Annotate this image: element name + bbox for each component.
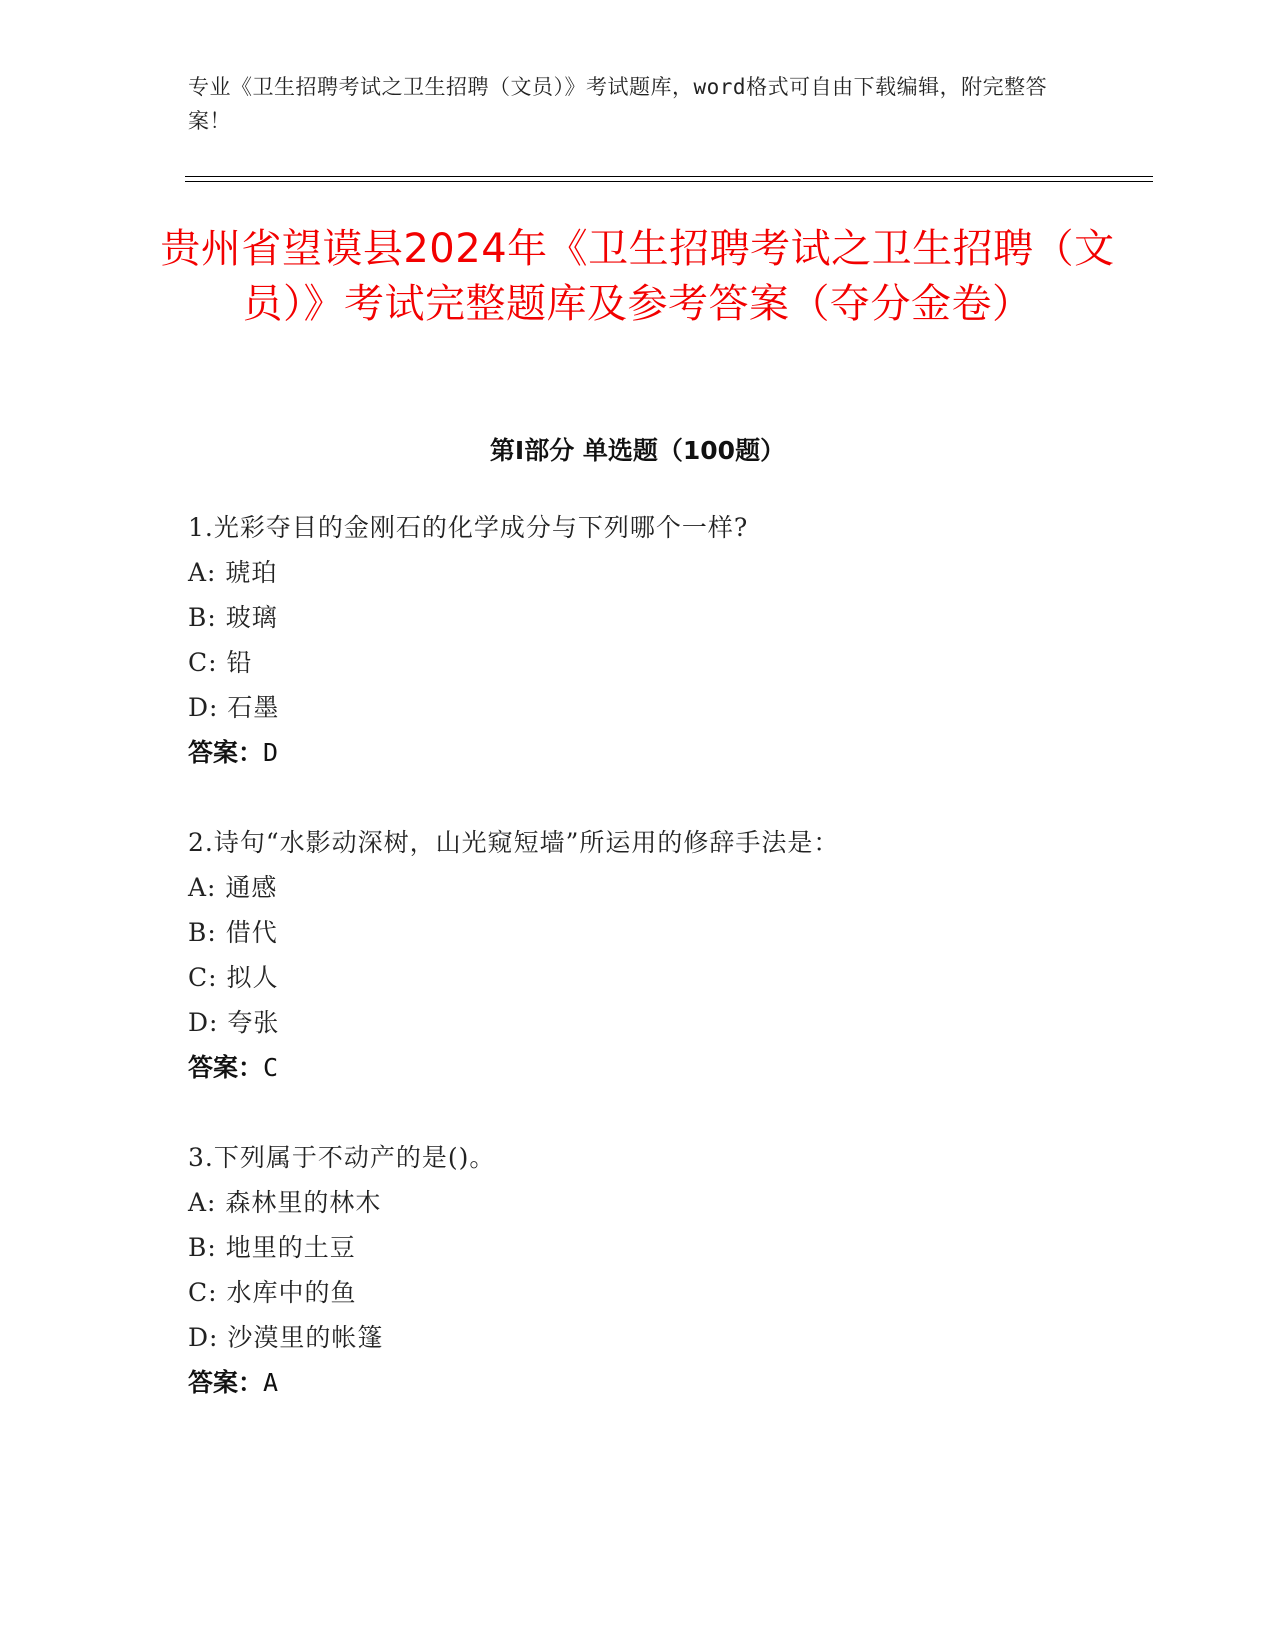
option-d: D: 夸张	[188, 1008, 280, 1037]
option-c: C: 铅	[188, 648, 253, 677]
answer-line	[188, 1045, 1088, 1090]
header-note: 专业《卫生招聘考试之卫生招聘（文员）》考试题库，word格式可自由下载编辑，附完整答案！	[188, 75, 1048, 133]
answer-value: C	[263, 1053, 279, 1082]
option-b: B: 地里的土豆	[188, 1233, 356, 1262]
question-block	[188, 1135, 1088, 1405]
section-title: 第Ⅰ部分 单选题（100题）	[489, 436, 786, 465]
option-a: A: 森林里的林木	[188, 1188, 382, 1217]
answer-label: 答案：	[188, 738, 264, 767]
option-b: B: 借代	[188, 918, 278, 947]
option-d: D: 沙漠里的帐篷	[188, 1323, 384, 1352]
question-stem: 3.下列属于不动产的是()。	[188, 1143, 496, 1172]
answer-line	[188, 730, 1088, 775]
option-b: B: 玻璃	[188, 603, 278, 632]
answer-line	[188, 1360, 1088, 1405]
option-c: C: 水库中的鱼	[188, 1278, 357, 1307]
header-divider-bottom	[185, 181, 1153, 182]
question-block	[188, 820, 1088, 1090]
answer-label: 答案：	[188, 1053, 264, 1082]
answer-value: A	[263, 1368, 279, 1397]
option-a: A: 通感	[188, 873, 278, 902]
answer-label: 答案：	[188, 1368, 264, 1397]
question-block	[188, 505, 1088, 775]
option-c: C: 拟人	[188, 963, 279, 992]
document-title: 贵州省望谟县2024年《卫生招聘考试之卫生招聘（文员）》考试完整题库及参考答案（夺分金卷）	[160, 226, 1115, 327]
option-a: A: 琥珀	[188, 558, 278, 587]
header-divider-top	[185, 176, 1153, 177]
question-stem: 1.光彩夺目的金刚石的化学成分与下列哪个一样?	[188, 513, 749, 542]
answer-value: D	[263, 738, 279, 767]
question-stem: 2.诗句“水影动深树，山光窥短墙”所运用的修辞手法是：	[188, 828, 840, 857]
option-d: D: 石墨	[188, 693, 280, 722]
